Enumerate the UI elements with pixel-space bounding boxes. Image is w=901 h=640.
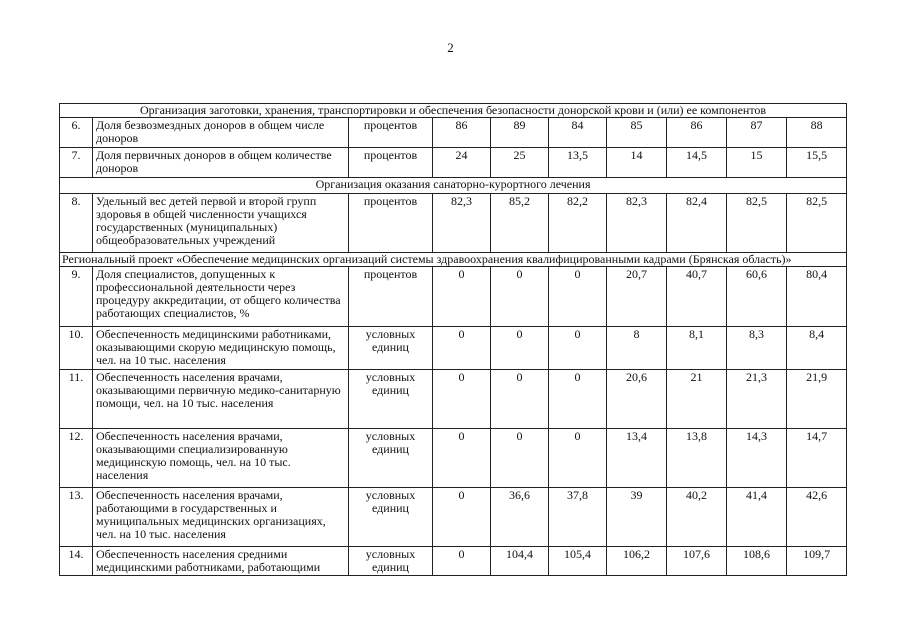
indicator-name: Обеспеченность населения врачами, работающими в государственных и муниципальных медицинских организациях, чел. на 10 тыс. населения	[93, 488, 349, 547]
value-cell: 14,7	[787, 429, 847, 488]
value-cell: 20,7	[607, 267, 667, 327]
value-cell: 82,3	[607, 194, 667, 253]
indicator-name: Удельный вес детей первой и второй групп здоровья в общей численности учащихся государственных (муниципальных) общеобразовательных учреждений	[93, 194, 349, 253]
section-row	[60, 253, 847, 267]
value-cell: 87	[727, 118, 787, 148]
unit-cell: условных единиц	[349, 488, 433, 547]
value-cell: 13,8	[667, 429, 727, 488]
indicator-name: Доля первичных доноров в общем количестве доноров	[93, 148, 349, 178]
value-cell: 85,2	[491, 194, 549, 253]
value-cell: 37,8	[549, 488, 607, 547]
value-cell: 13,4	[607, 429, 667, 488]
unit-cell: процентов	[349, 267, 433, 327]
value-cell: 41,4	[727, 488, 787, 547]
value-cell: 82,5	[787, 194, 847, 253]
unit-cell: процентов	[349, 194, 433, 253]
value-cell: 40,7	[667, 267, 727, 327]
section-row	[60, 104, 847, 118]
row-number: 11.	[60, 370, 93, 429]
row-number: 12.	[60, 429, 93, 488]
row-number: 14.	[60, 547, 93, 576]
value-cell: 8,1	[667, 327, 727, 370]
value-cell: 42,6	[787, 488, 847, 547]
value-cell: 8	[607, 327, 667, 370]
value-cell: 21	[667, 370, 727, 429]
row-number: 8.	[60, 194, 93, 253]
value-cell: 0	[433, 547, 491, 576]
value-cell: 107,6	[667, 547, 727, 576]
row-number: 13.	[60, 488, 93, 547]
unit-cell: процентов	[349, 148, 433, 178]
value-cell: 14,5	[667, 148, 727, 178]
row-number: 9.	[60, 267, 93, 327]
value-cell: 82,5	[727, 194, 787, 253]
value-cell: 82,4	[667, 194, 727, 253]
table-row	[60, 148, 847, 178]
value-cell: 13,5	[549, 148, 607, 178]
table-row	[60, 488, 847, 547]
unit-cell: условных единиц	[349, 370, 433, 429]
value-cell: 0	[433, 429, 491, 488]
value-cell: 20,6	[607, 370, 667, 429]
value-cell: 0	[433, 488, 491, 547]
table-row	[60, 327, 847, 370]
value-cell: 84	[549, 118, 607, 148]
value-cell: 39	[607, 488, 667, 547]
value-cell: 14,3	[727, 429, 787, 488]
unit-cell: условных единиц	[349, 327, 433, 370]
value-cell: 80,4	[787, 267, 847, 327]
indicators-table	[59, 103, 847, 576]
unit-cell: условных единиц	[349, 547, 433, 576]
value-cell: 105,4	[549, 547, 607, 576]
value-cell: 0	[433, 267, 491, 327]
value-cell: 89	[491, 118, 549, 148]
value-cell: 15,5	[787, 148, 847, 178]
indicator-name: Обеспеченность населения врачами, оказывающими специализированную медицинскую помощь, чел. на 10 тыс. населения	[93, 429, 349, 488]
value-cell: 0	[491, 327, 549, 370]
unit-cell: процентов	[349, 118, 433, 148]
value-cell: 0	[549, 267, 607, 327]
value-cell: 0	[491, 370, 549, 429]
value-cell: 106,2	[607, 547, 667, 576]
unit-cell: условных единиц	[349, 429, 433, 488]
table-row	[60, 370, 847, 429]
table-row	[60, 547, 847, 576]
section-row	[60, 178, 847, 194]
value-cell: 0	[491, 267, 549, 327]
value-cell: 0	[433, 327, 491, 370]
value-cell: 15	[727, 148, 787, 178]
value-cell: 8,4	[787, 327, 847, 370]
value-cell: 108,6	[727, 547, 787, 576]
value-cell: 0	[491, 429, 549, 488]
value-cell: 14	[607, 148, 667, 178]
value-cell: 86	[667, 118, 727, 148]
value-cell: 21,9	[787, 370, 847, 429]
value-cell: 0	[549, 370, 607, 429]
section-title: Региональный проект «Обеспечение медицинских организаций системы здравоохранения квалифицированными кадрами (Брянская область)»	[60, 253, 847, 267]
value-cell: 60,6	[727, 267, 787, 327]
indicator-name: Доля специалистов, допущенных к профессиональной деятельности через процедуру аккредитации, от общего количества работающих специалистов, %	[93, 267, 349, 327]
value-cell: 0	[433, 370, 491, 429]
table-row	[60, 118, 847, 148]
table-row	[60, 267, 847, 327]
value-cell: 109,7	[787, 547, 847, 576]
value-cell: 40,2	[667, 488, 727, 547]
indicator-name: Обеспеченность населения врачами, оказывающими первичную медико-санитарную помощи, чел. на 10 тыс. населения	[93, 370, 349, 429]
page-number: 2	[447, 40, 454, 55]
indicator-name: Обеспеченность населения средними медицинскими работниками, работающими	[93, 547, 349, 576]
table-body	[60, 104, 847, 576]
value-cell: 85	[607, 118, 667, 148]
value-cell: 25	[491, 148, 549, 178]
value-cell: 82,2	[549, 194, 607, 253]
value-cell: 36,6	[491, 488, 549, 547]
indicator-name: Доля безвозмездных доноров в общем числе доноров	[93, 118, 349, 148]
value-cell: 88	[787, 118, 847, 148]
table-row	[60, 429, 847, 488]
value-cell: 24	[433, 148, 491, 178]
value-cell: 104,4	[491, 547, 549, 576]
section-title: Организация заготовки, хранения, транспортировки и обеспечения безопасности донорской крови и (или) ее компонентов	[60, 104, 847, 118]
row-number: 7.	[60, 148, 93, 178]
value-cell: 0	[549, 327, 607, 370]
table-row	[60, 194, 847, 253]
value-cell: 21,3	[727, 370, 787, 429]
value-cell: 86	[433, 118, 491, 148]
row-number: 10.	[60, 327, 93, 370]
value-cell: 8,3	[727, 327, 787, 370]
row-number: 6.	[60, 118, 93, 148]
value-cell: 82,3	[433, 194, 491, 253]
value-cell: 0	[549, 429, 607, 488]
section-title: Организация оказания санаторно-курортного лечения	[60, 178, 847, 194]
indicator-name: Обеспеченность медицинскими работниками, оказывающими скорую медицинскую помощь, чел. на 10 тыс. населения	[93, 327, 349, 370]
